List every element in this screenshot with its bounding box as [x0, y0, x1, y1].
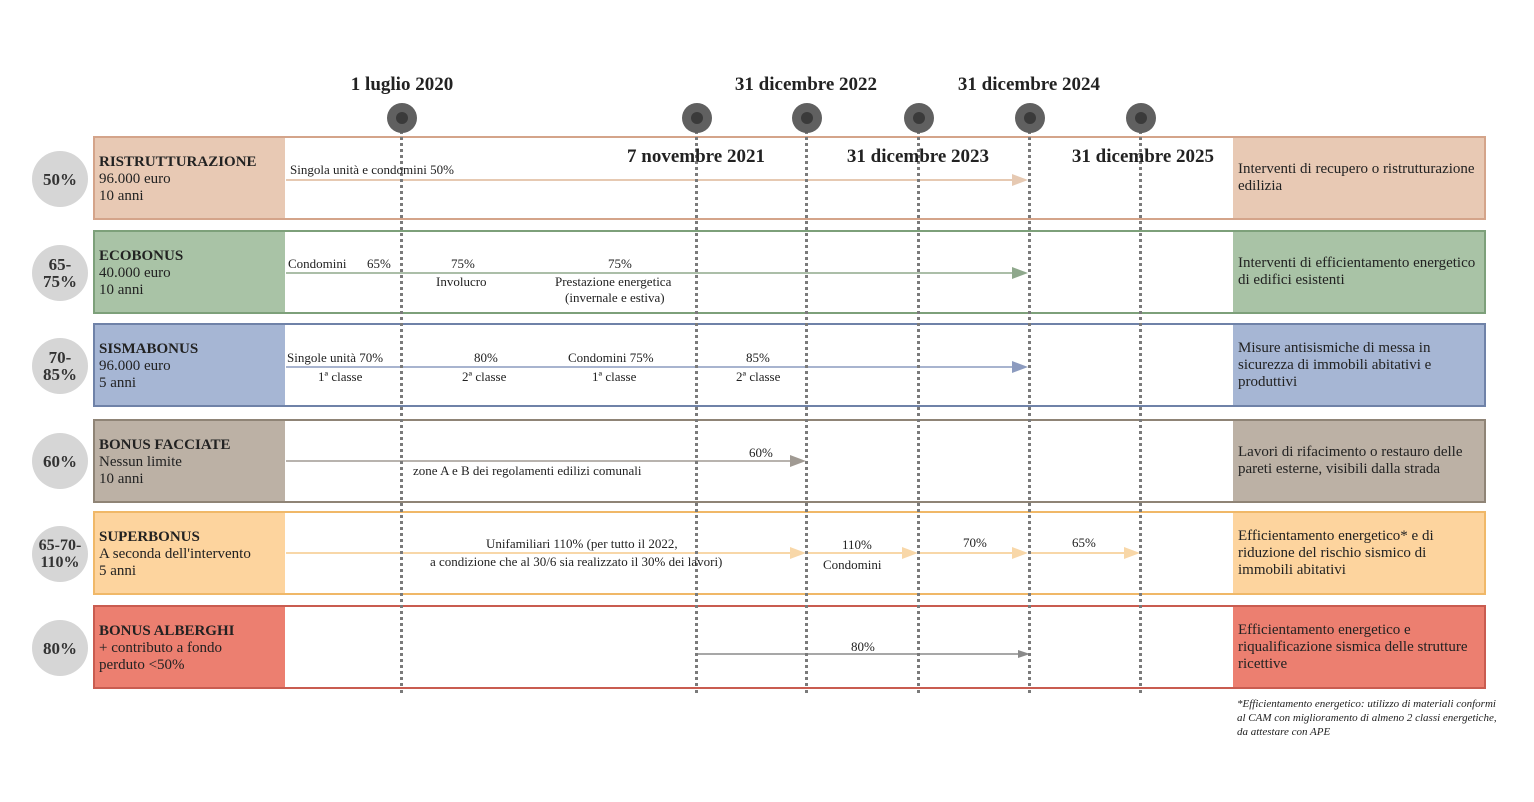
bonus-title: RISTRUTTURAZIONE — [99, 154, 257, 170]
milestone-marker — [1126, 103, 1156, 133]
label-60: 60% — [749, 445, 773, 460]
bonus-limit: 96.000 euro — [99, 171, 171, 187]
label-classe: 1ª classe — [592, 369, 637, 384]
footnote: *Efficientamento energetico: utilizzo di materiali conformi al CAM con miglioramento di almeno 2 classi energetiche, da attestare con APE — [1237, 698, 1497, 738]
date-31-dicembre-2023: 31 dicembre 2023 — [846, 146, 990, 167]
description-text: Interventi di efficientamento energetico di edifici esistenti — [1238, 255, 1476, 288]
bonus-limit: A seconda dell'intervento — [99, 546, 251, 562]
date-7-novembre-2021: 7 novembre 2021 — [627, 146, 765, 167]
description-text: Interventi di recupero o ristrutturazione edilizia — [1238, 161, 1475, 194]
bonus-duration: 5 anni — [99, 375, 137, 391]
arrowhead — [790, 455, 806, 467]
arrowhead — [1012, 361, 1028, 373]
bonus-duration: 5 anni — [99, 563, 137, 579]
rate-badge-ristrutturazione: 50% — [32, 151, 88, 207]
label-condomini: Condomini — [288, 256, 347, 271]
bonus-limit: 40.000 euro — [99, 265, 171, 281]
bonus-duration: 10 anni — [99, 471, 144, 487]
bonus-duration: 10 anni — [99, 188, 144, 204]
label-condizione: a condizione che al 30/6 sia realizzato il 30% dei lavori) — [430, 554, 723, 569]
date-1-luglio-2020: 1 luglio 2020 — [350, 74, 454, 95]
milestone-marker — [387, 103, 417, 133]
milestone-marker — [904, 103, 934, 133]
label-75-prestazione: 75% — [608, 256, 632, 271]
milestone-marker — [1015, 103, 1045, 133]
label-unifamiliari: Unifamiliari 110% (per tutto il 2022, — [486, 536, 678, 551]
label-singola-unita: Singola unità e condomini 50% — [290, 162, 454, 177]
label-classe: 2ª classe — [462, 369, 507, 384]
bonus-title: SISMABONUS — [99, 341, 199, 357]
description-text: Lavori di rifacimento o restauro delle pareti esterne, visibili dalla strada — [1238, 444, 1463, 477]
label-80: 80% — [851, 639, 875, 654]
arrowhead — [1124, 547, 1140, 559]
description-text: Misure antisismiche di messa in sicurezza di immobili abitativi e produttivi — [1238, 339, 1432, 390]
label-zone: zone A e B dei regolamenti edilizi comunali — [413, 463, 642, 478]
rate-text: 65-70- 110% — [38, 537, 82, 571]
label-70: 70% — [963, 535, 987, 550]
description-text: Efficientamento energetico* e di riduzione del rischio sismico di immobili abitativi — [1238, 527, 1434, 578]
label-110: 110% — [842, 537, 872, 552]
label-prestazione-energetica: Prestazione energetica — [555, 274, 672, 289]
label-involucro: Involucro — [436, 274, 487, 289]
arrowhead — [1012, 174, 1028, 186]
label-condomini: Condomini — [823, 557, 882, 572]
bonus-title: SUPERBONUS — [99, 529, 200, 545]
label-invernale-estiva: (invernale e estiva) — [565, 290, 665, 305]
label-85: 85% — [746, 350, 770, 365]
rate-text: 70- 85% — [43, 348, 77, 384]
label-classe: 1ª classe — [318, 369, 363, 384]
label-65: 65% — [367, 256, 391, 271]
milestone-marker — [792, 103, 822, 133]
arrowhead — [902, 547, 918, 559]
label-65: 65% — [1072, 535, 1096, 550]
arrowhead — [1012, 547, 1028, 559]
timeline-line-2024-12 — [1028, 118, 1031, 693]
label-classe: 2ª classe — [736, 369, 781, 384]
timeline-line-2020-07 — [400, 118, 403, 693]
label-80: 80% — [474, 350, 498, 365]
bonus-duration: perduto <50% — [99, 657, 185, 673]
bonus-title: ECOBONUS — [99, 248, 184, 264]
label-singole-unita: Singole unità 70% — [287, 350, 384, 365]
timeline-line-2022-12 — [805, 118, 808, 693]
arrowhead — [1012, 267, 1028, 279]
rate-text: 65- 75% — [43, 255, 77, 291]
date-31-dicembre-2025: 31 dicembre 2025 — [1071, 146, 1215, 167]
bonus-limit: 96.000 euro — [99, 358, 171, 374]
bonus-title: BONUS ALBERGHI — [99, 623, 235, 639]
date-31-dicembre-2024: 31 dicembre 2024 — [957, 74, 1101, 95]
label-75-involucro: 75% — [451, 256, 475, 271]
rate-badge-bonus-facciate: 60% — [32, 433, 88, 489]
bonus-title: BONUS FACCIATE — [99, 437, 231, 453]
bonus-duration: 10 anni — [99, 282, 144, 298]
arrowhead — [790, 547, 806, 559]
rate-badge-bonus-alberghi: 80% — [32, 620, 88, 676]
bonus-limit: + contributo a fondo — [99, 640, 223, 656]
milestone-marker — [682, 103, 712, 133]
description-text: Efficientamento energetico e riqualificazione sismica delle strutture ricettive — [1238, 621, 1468, 672]
timeline-line-2023-12 — [917, 118, 920, 693]
date-31-dicembre-2022: 31 dicembre 2022 — [734, 74, 878, 95]
timeline-line-2025-12 — [1139, 118, 1142, 693]
label-condomini-75: Condomini 75% — [568, 350, 654, 365]
bonus-limit: Nessun limite — [99, 454, 182, 470]
timeline-line-2021-11 — [695, 118, 698, 693]
